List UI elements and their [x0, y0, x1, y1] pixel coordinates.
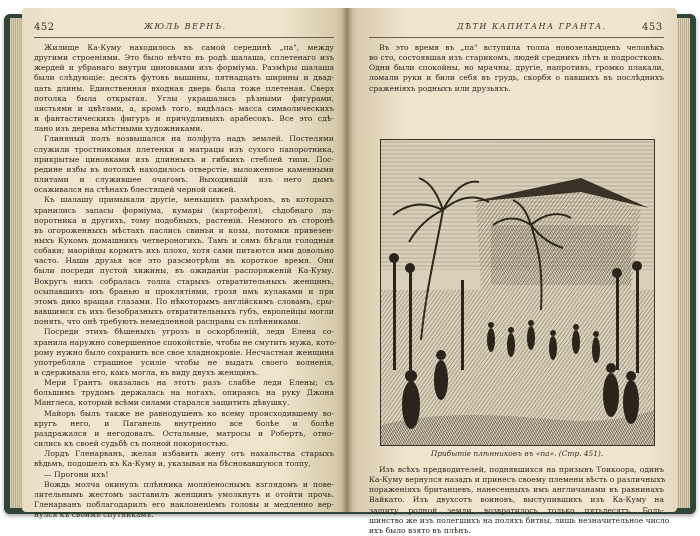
text-line: жердей и убранаго внутри циновками изъ формiума. Размѣры шалаша	[34, 63, 334, 73]
text-line: Къ шалашу примыкали другіе, меньшихъ размѣровъ, въ которыхъ	[44, 195, 334, 205]
text-line: во сто, состоявшая изъ старикомъ, людей среднихъ лѣтъ и подростковъ.	[369, 53, 664, 63]
text-line: Гленарванъ поблагодарилъ его наклоненіемъ головы и медленно вер-	[34, 500, 334, 510]
text-line: и фантастическихъ фигуръ и причудливыхъ арабесокъ. Все это сдѣ-	[34, 114, 334, 124]
text-line: хранила наружно совершенное спокойствіе, чтобы не смутить мужа, кото-	[34, 337, 337, 347]
text-line: вѣдьмъ, подошелъ къ Ка-Куму и, указывая на бѣсновавшуюся толпу,	[34, 459, 311, 469]
text-line: лано изъ дерева мѣстными художниками.	[34, 124, 203, 134]
text-line: кругъ него, и Паганель внутренно все болѣе и болѣе	[34, 418, 334, 428]
right-page-bottom-text	[369, 465, 670, 536]
book-gutter	[342, 8, 352, 512]
engraving-drawing	[381, 140, 654, 445]
text-line: Въ это время въ „па" вступила толпа новозеландцевъ человѣкъ	[379, 43, 664, 52]
text-line: Мери Грантъ оказалась на этотъ разъ слабѣе леди Елены; съ	[44, 378, 334, 388]
text-line: и сдерживала его, какъ могла, въ виду двухъ женщинъ.	[34, 368, 259, 377]
right-page-top-text	[369, 43, 664, 94]
text-line: редине избы въ потолкѣ находилось отверстіе, выложенное каменными	[34, 164, 334, 174]
page-edges-left	[10, 18, 22, 508]
text-line: прикрытые циновками изъ длинныхъ и гибкихъ стеблей типи. Пос-	[34, 154, 334, 164]
text-line: сраженіяхъ родныхъ или друзьяхъ.	[369, 83, 511, 93]
figure-caption: Прибытіе плѣнниковъ въ «па». (Стр. 451).	[430, 449, 604, 458]
text-line: Изъ всѣхъ предводителей, поднявшихся на призывъ Тоикоора, одинъ	[379, 465, 664, 474]
text-line: Глиняный полъ возвышался на полфута надъ землей. Постелями	[44, 134, 334, 144]
text-line: собаки; маорійцы кормятъ ихъ плохо, хотя сами питаются ими довольно	[34, 246, 334, 256]
text-line: Одни были спокойны, но мрачны, другіе, напротивъ, громко плакали,	[369, 63, 664, 73]
page-edges-right	[676, 18, 690, 508]
text-line: понять, что онѣ требуютъ немедленной расправы съ плѣнниками.	[34, 317, 301, 327]
text-line: ныхъ Кукомъ домашнихъ четвероногихъ. Тамъ и сямъ бѣгали голодныя	[34, 235, 334, 245]
text-line: пораженіяхъ британцевъ, нанесенныхъ имъ англичанами въ равнинахъ	[369, 485, 664, 495]
text-line: цать длины. Единственная входная дверь была тоже плетеная. Сверх	[34, 83, 334, 93]
text-line: служили тростниковыя плетенки и матрацы изъ сухого папоротника,	[34, 144, 334, 154]
text-line: были слѣдующіе: десять футовъ вышины, пятнадцать ширины и двад-	[34, 73, 334, 83]
text-line: ломали руки и били себя въ грудь, скорбя о павшихъ въ послѣднихъ	[369, 73, 664, 83]
text-line: листьями и цвѣтами, а, кромѣ того, видѣлась масса символическихъ	[34, 103, 334, 113]
text-line: хранились запасы формiума, кумары (картофеля), сѣдобнаго па-	[34, 205, 334, 215]
text-line: шинство же изъ полегшихъ на поляхъ битвы, лишь незначительное число	[369, 515, 670, 525]
right-page-number: 453	[642, 22, 663, 33]
text-line: поротника и другихъ, тому подобныхъ, растеній. Немного въ сторонѣ	[34, 215, 334, 225]
text-line: потолка была открытая. Углы украшались рѣзными фигурами,	[34, 93, 334, 103]
text-line: осаживался на стѣнахъ блестящей черной сажей.	[34, 185, 237, 195]
text-line: сились къ своей судьбѣ съ полной покорностью.	[34, 439, 229, 449]
text-line: часто. Наши друзья все это разсмотрѣли въ короткое время. Они	[34, 256, 334, 266]
left-header-rule	[34, 37, 334, 38]
text-line: употребляла страшное усиліе чтобы не выдать своего волненія,	[34, 357, 334, 367]
engraving-illustration	[380, 139, 655, 446]
text-line: защиту родной земли, возвратилось только пятьдесятъ. Боль-	[369, 505, 664, 515]
text-line: плитами и служившее очагомъ. Выходившій изъ него дымъ	[34, 175, 334, 185]
text-line: раздражался и негодовалъ. Остальные, матросы и Робертъ, отно-	[34, 428, 334, 438]
text-line: Вокругъ нихъ собралась толпа старыхъ отвратительныхъ женщинъ,	[34, 276, 334, 286]
left-running-head: ЖЮЛЬ ВЕРНЪ.	[144, 22, 227, 31]
text-line: Жилище Ка-Куму находилось въ самой серединѣ „па", между	[44, 43, 334, 52]
text-line: рому нужно было сохранить все свое хладнокровіе. Несчастная женщина	[34, 347, 334, 357]
text-line: ихъ было взято въ плѣнъ.	[369, 525, 471, 535]
text-line: въ огороженныхъ мѣстахъ паслись свиньи и козы, потомки привезен-	[34, 225, 334, 235]
text-line: Посреди этихъ бѣшеныхъ угрозъ и оскорбленій, леди Елена со-	[44, 327, 334, 337]
text-line: большимъ трудомъ держалась на ногахъ, опираясь на руку Джона	[34, 388, 334, 398]
text-line: Майоръ былъ также не равнодушенъ ко всему происходившему во-	[44, 408, 334, 418]
text-line: другими строеніями. Это было нѣчто въ родѣ шалаша, сплетенаго изъ	[34, 53, 334, 63]
text-line: лительнымъ жестомъ заставилъ женщинъ умолкнуть и отойти прочь.	[34, 489, 334, 499]
right-running-head: ДѢТИ КАПИТАНА ГРАНТА.	[457, 22, 607, 31]
text-line: Ка-Куму вернулся назадъ и принесъ своему племени вѣсть о различныхъ	[369, 475, 666, 485]
left-page-text	[34, 43, 337, 520]
text-line: нулся къ своимъ спутникамъ.	[34, 510, 154, 520]
open-book	[4, 8, 696, 535]
left-page	[22, 8, 347, 520]
text-line: Вайкато. Изъ двухсотъ воиновъ, выступившихъ изъ Ка-Куму на	[369, 495, 664, 505]
text-line: Манглеса, который всѣми силами старался защитить дѣвушку.	[34, 398, 290, 408]
text-line: Вождь молча окинулъ плѣнника молніеноснымъ взглядомъ и пове-	[44, 479, 334, 489]
text-line: осыпавшихъ ихъ бранью и проклятіями, грозя имъ кулаками и при	[34, 286, 334, 296]
text-line: — Прогони ихъ!	[44, 469, 109, 479]
text-line: Лордъ Гленарванъ, желая избавить жену отъ нахальства старыхъ	[44, 449, 334, 459]
right-header-rule	[369, 37, 664, 38]
left-page-number: 452	[34, 22, 55, 33]
text-line: были посреди пустой хижины, въ ожиданіи распоряженій Ка-Куму.	[34, 266, 334, 276]
text-line: этомъ дико вращая глазами. По нѣкоторымъ англійскимъ словамъ, сры-	[34, 296, 334, 306]
right-page	[347, 8, 677, 535]
text-line: вавшимся съ ихъ безобразныхъ отвратительныхъ губъ, европейцы могли	[34, 307, 334, 317]
